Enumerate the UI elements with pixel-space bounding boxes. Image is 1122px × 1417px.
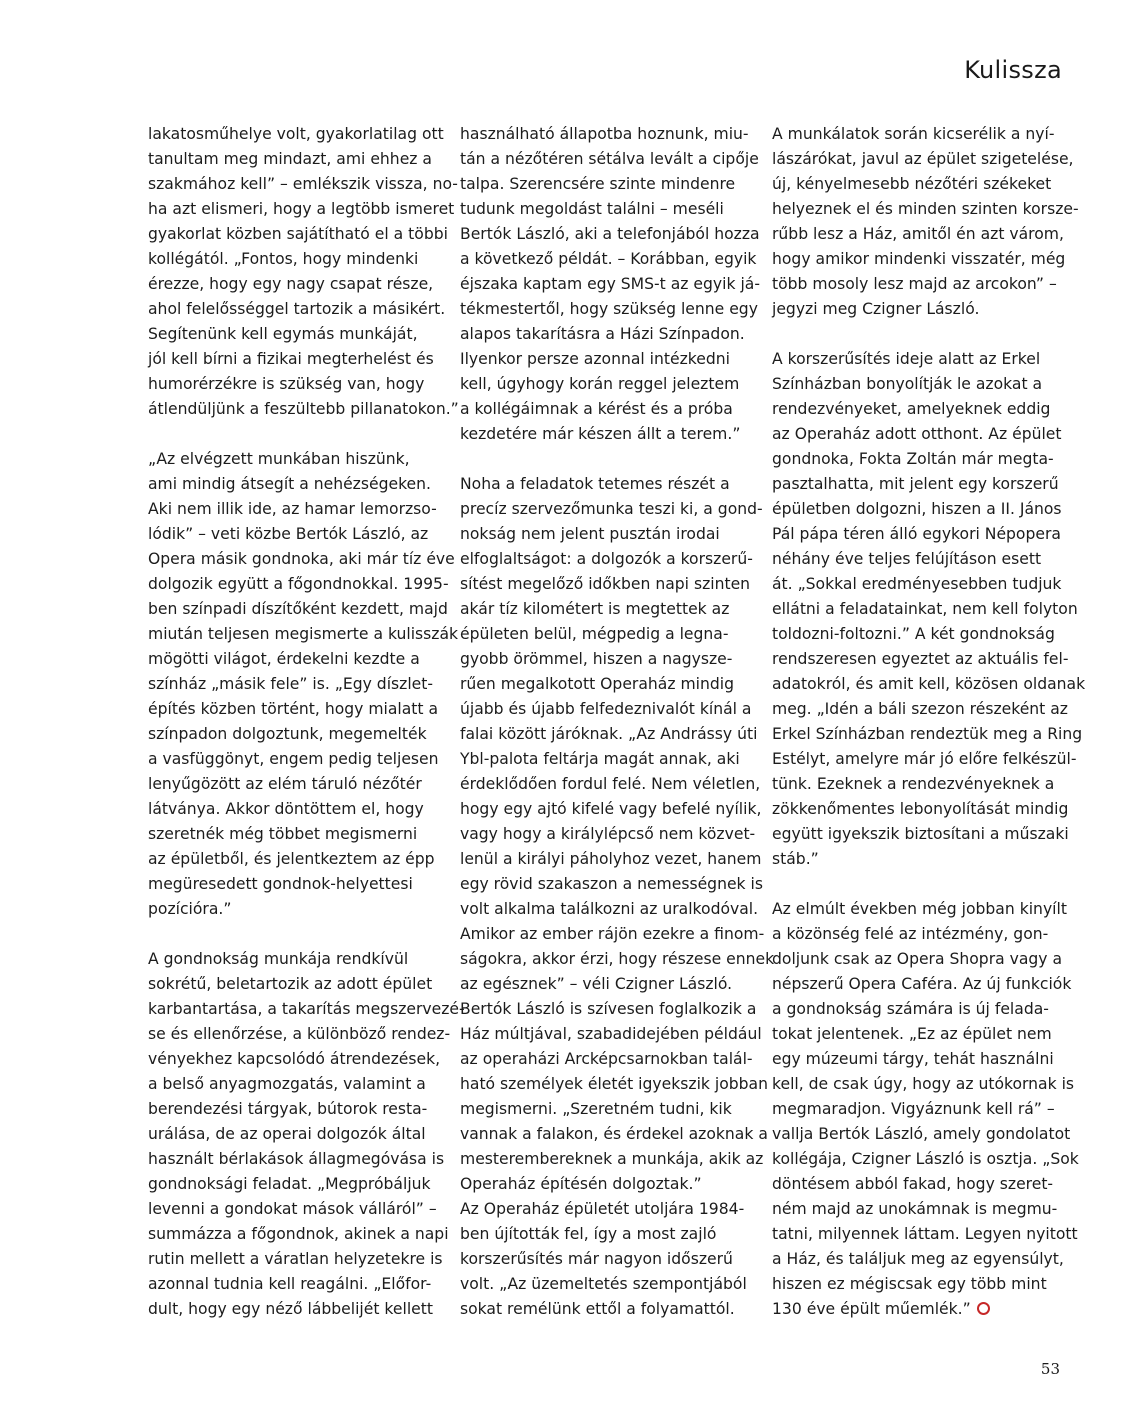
text-line [460, 1097, 752, 1122]
text-line [460, 1022, 762, 1047]
text-line-content: a kollégáimnak a kérést és a próba [460, 400, 733, 418]
text-line-content: zökkenőmentes lebonyolítását mindig [772, 800, 1069, 818]
text-line-content: tokat jelentenek. „Ez az épület nem [772, 1025, 1052, 1043]
text-line [772, 597, 1078, 622]
text-line [772, 847, 1064, 872]
text-line-content: érdeklődően fordul felé. Nem véletlen, [460, 775, 761, 793]
text-line-content: vagy hogy a királylépcső nem közvet- [460, 825, 756, 843]
text-line-content: se és ellenőrzése, a különböző rendez- [148, 1025, 451, 1043]
text-line-content: a következő példát. – Korábban, egyik [460, 250, 757, 268]
text-line-content: dult, hogy egy néző lábbelijét kellett [148, 1300, 433, 1318]
text-line [772, 447, 1064, 472]
text-line [772, 472, 1064, 497]
text-line-content: a közönség felé az intézmény, gon- [772, 925, 1049, 943]
text-line [460, 472, 752, 497]
text-line-content: tudunk megoldást találni – meséli [460, 200, 724, 218]
text-line [460, 1222, 752, 1247]
text-line [772, 647, 1069, 672]
text-line [460, 647, 752, 672]
text-line-content: korszerűsítés már nagyon időszerű [460, 1250, 733, 1268]
text-line [148, 1172, 440, 1197]
text-line-content: Segítenünk kell egymás munkáját, [148, 325, 418, 343]
text-line [772, 422, 1064, 447]
text-line-content: megismerni. „Szeretném tudni, kik [460, 1100, 732, 1118]
text-line-content: dolgozik együtt a főgondnokkal. 1995- [148, 575, 449, 593]
text-line-content: gondnoka, Fokta Zoltán már megta- [772, 450, 1054, 468]
text-line [460, 772, 761, 797]
text-line-content: talpa. Szerencsére szinte mindenre [460, 175, 736, 193]
text-line [772, 397, 1064, 422]
page-number: 53 [1040, 1360, 1060, 1378]
text-line-content: Ház múltjával, szabadidejében például [460, 1025, 762, 1043]
text-line-content: rendezvényeket, amelyeknek eddig [772, 400, 1051, 418]
text-line-content: A gondnokság munkája rendkívül [148, 950, 409, 968]
text-line-content: építés közben történt, hogy mialatt a [148, 700, 439, 718]
text-line [148, 347, 440, 372]
text-line [460, 922, 765, 947]
text-line-content: használt bérlakások állagmegóvása is [148, 1150, 445, 1168]
text-line-content: summázza a főgondnok, akinek a napi [148, 1225, 449, 1243]
paragraph-gap [772, 322, 1064, 347]
text-line [148, 322, 440, 347]
text-line-content: precíz szervezőmunka teszi ki, a gond- [460, 500, 763, 518]
text-line-content: elfoglaltságot: a dolgozók a korszerű- [460, 550, 753, 568]
text-line [460, 1172, 752, 1197]
paragraph-gap [148, 422, 440, 447]
text-line [148, 1222, 449, 1247]
text-line-content: az Operaház adott otthont. Az épület [772, 425, 1062, 443]
text-line-content: színház „másik fele” is. „Egy díszlet- [148, 675, 434, 693]
text-line [148, 672, 440, 697]
text-line [460, 247, 757, 272]
text-line [460, 297, 758, 322]
text-line-content: érezze, hogy egy nagy csapat része, [148, 275, 434, 293]
text-line [772, 1172, 1064, 1197]
text-line [772, 1097, 1064, 1122]
text-line [460, 172, 752, 197]
text-line [148, 172, 458, 197]
text-line-content: Ilyenkor persze azonnal intézkedni [460, 350, 730, 368]
text-line-content: Az Operaház épületét utoljára 1984- [460, 1200, 745, 1218]
text-line [460, 672, 752, 697]
text-line-content: ami mindig átsegít a nehézségeken. [148, 475, 431, 493]
article-column-3 [772, 122, 1086, 1322]
text-line [772, 622, 1064, 647]
text-line [772, 222, 1064, 247]
text-line [148, 1147, 445, 1172]
text-line-content: hiszen ez mégiscsak egy több mint [772, 1275, 1047, 1293]
text-line-content: karbantartása, a takarítás megszervezé- [148, 1000, 465, 1018]
text-line [148, 247, 440, 272]
text-line [148, 1097, 440, 1122]
text-line-content: újabb és újabb felfedeznivalót kínál a [460, 700, 752, 718]
text-line-content: miután teljesen megismerte a kulisszák [148, 625, 459, 643]
text-line-content: gondnoksági feladat. „Megpróbáljuk [148, 1175, 431, 1193]
text-line-content: tán a nézőtéren sétálva levált a cipője [460, 150, 759, 168]
text-line-content: nokság nem jelent pusztán irodai [460, 525, 720, 543]
text-line [148, 847, 440, 872]
text-line [148, 1197, 440, 1222]
text-line-content: sokat remélünk ettől a folyamattól. [460, 1300, 735, 1318]
text-line [772, 172, 1064, 197]
text-line-content: levenni a gondokat mások válláról” – [148, 1200, 437, 1218]
text-line-content: volt. „Az üzemeltetés szempontjából [460, 1275, 747, 1293]
text-line [148, 597, 448, 622]
text-line [460, 547, 752, 572]
text-line-content: egy múzeumi tárgy, tehát használni [772, 1050, 1054, 1068]
text-line-content: mögötti világot, érdekelni kezdte a [148, 650, 420, 668]
text-line-content: népszerű Opera Caféra. Az új funkciók [772, 975, 1072, 993]
text-line [772, 772, 1064, 797]
text-line [148, 647, 440, 672]
text-line [460, 272, 760, 297]
text-line-content: sítést megelőző időkben napi szinten [460, 575, 751, 593]
text-line-content: adatokról, és amit kell, közösen oldanak [772, 675, 1086, 693]
text-line [772, 272, 1064, 297]
text-line [460, 1047, 752, 1072]
text-line-content: gyobb örömmel, hiszen a nagysze- [460, 650, 733, 668]
end-of-article-icon [977, 1302, 990, 1315]
text-line-content: vannak a falakon, és érdekel azoknak a [460, 1125, 768, 1143]
text-line [460, 597, 752, 622]
text-line [772, 547, 1064, 572]
text-line [460, 1247, 752, 1272]
text-line-content: urálása, de az operai dolgozók által [148, 1125, 426, 1143]
text-line-content: A munkálatok során kicserélik a nyí- [772, 125, 1055, 143]
text-line-content: néhány éve teljes felújításon esett [772, 550, 1042, 568]
text-line-content: Noha a feladatok tetemes részét a [460, 475, 730, 493]
text-line [460, 722, 758, 747]
text-line [148, 572, 449, 597]
text-line [772, 247, 1064, 272]
text-line-content: ható személyek életét igyekszik jobban [460, 1075, 768, 1093]
text-line-content: rutin mellett a váratlan helyzetekre is [148, 1250, 443, 1268]
text-line [772, 1272, 1064, 1297]
text-line [460, 972, 752, 997]
text-line-content: Bertók László, aki a telefonjából hozza [460, 225, 760, 243]
text-line [148, 497, 440, 522]
text-line-content: lászárókat, javul az épület szigetelése, [772, 150, 1074, 168]
text-line-content: helyeznek el és minden szinten korsze- [772, 200, 1079, 218]
text-line-content: rendszeresen egyeztet az aktuális fel- [772, 650, 1069, 668]
text-line [148, 622, 459, 647]
text-line [772, 672, 1086, 697]
text-line [148, 947, 440, 972]
text-line-content: tékmestertől, hogy szükség lenne egy [460, 300, 758, 318]
text-line-content: vallja Bertók László, amely gondolatot [772, 1125, 1071, 1143]
text-line [772, 522, 1064, 547]
text-line-content: épületen belül, mégpedig a legna- [460, 625, 729, 643]
text-line [148, 722, 440, 747]
text-line [772, 897, 1067, 922]
text-line [148, 447, 440, 472]
text-line [148, 197, 455, 222]
text-line-content: az épületből, és jelentkeztem az épp [148, 850, 435, 868]
article-column-2 [460, 122, 775, 1322]
text-line-content: lódik” – veti közbe Bertók László, az [148, 525, 429, 543]
text-line [460, 797, 762, 822]
text-line-content: az egésznek” – véli Czigner László. [460, 975, 733, 993]
text-line-content: mesterembereknek a munkája, akik az [460, 1150, 764, 1168]
text-line-content: a vasfüggönyt, engem pedig teljesen [148, 750, 439, 768]
text-line [148, 1072, 440, 1097]
text-line [772, 1122, 1071, 1147]
text-line [460, 747, 752, 772]
text-line-content: használható állapotba hoznunk, miu- [460, 125, 749, 143]
text-line [772, 822, 1069, 847]
text-line [148, 1122, 440, 1147]
article-column-1 [148, 122, 465, 1322]
text-line [148, 897, 440, 922]
text-line-content: Az elmúlt években még jobban kinyílt [772, 900, 1067, 918]
text-line [148, 272, 440, 297]
text-line [772, 572, 1064, 597]
text-line [148, 547, 455, 572]
text-line-content: gyakorlat közben sajátítható el a többi [148, 225, 448, 243]
text-line [460, 147, 759, 172]
text-line [772, 997, 1064, 1022]
text-line [148, 472, 440, 497]
text-line-content: lakatosműhelye volt, gyakorlatilag ott [148, 125, 444, 143]
text-line [148, 1247, 443, 1272]
text-line [772, 1297, 1064, 1322]
text-line-content: doljunk csak az Opera Shopra vagy a [772, 950, 1063, 968]
text-line-content: ellátni a feladatainkat, nem kell folyton [772, 600, 1078, 618]
text-line-content: rűen megalkotott Operaház mindig [460, 675, 735, 693]
text-line-content: Színházban bonyolítják le azokat a [772, 375, 1043, 393]
text-line [460, 372, 752, 397]
text-line-content: ha azt elismeri, hogy a legtöbb ismeret [148, 200, 455, 218]
text-line [772, 122, 1064, 147]
text-line [772, 797, 1069, 822]
text-line [772, 347, 1064, 372]
paragraph-gap [148, 922, 440, 947]
text-line-content: vényekhez kapcsolódó átrendezések, [148, 1050, 441, 1068]
text-line-content: azonnal tudnia kell reagálni. „Előfor- [148, 1275, 432, 1293]
text-line [772, 1022, 1064, 1047]
text-line [460, 697, 752, 722]
text-line [772, 1222, 1078, 1247]
text-line-content: egy rövid szakaszon a nemességnek is [460, 875, 764, 893]
text-line-content: kollégája, Czigner László is osztja. „Sok [772, 1150, 1079, 1168]
text-line-content: jól kell bírni a fizikai megterhelést és [148, 350, 434, 368]
text-line [148, 1297, 440, 1322]
text-line-content: Pál pápa téren álló egykori Népopera [772, 525, 1061, 543]
text-line [460, 822, 756, 847]
text-line [772, 922, 1064, 947]
text-line-content: látványa. Akkor döntöttem el, hogy [148, 800, 424, 818]
text-line-content: szeretnék még többet megismerni [148, 825, 418, 843]
text-line [148, 522, 440, 547]
text-line-content: az operaházi Arcképcsarnokban talál- [460, 1050, 753, 1068]
text-line [772, 947, 1064, 972]
text-line [772, 297, 1064, 322]
text-line [460, 897, 759, 922]
text-line-content: a gondnokság számára is új felada- [772, 1000, 1049, 1018]
text-line [148, 772, 440, 797]
section-title: Kulissza [964, 56, 1062, 84]
text-line [460, 1072, 768, 1097]
text-line [148, 997, 465, 1022]
text-line-content: akár tíz kilométert is megtettek az [460, 600, 730, 618]
text-line-content: tünk. Ezeknek a rendezvényeknek a [772, 775, 1055, 793]
text-line-content: szakmához kell” – emlékszik vissza, no- [148, 175, 458, 193]
text-line-content: ném majd az unokámnak is megmu- [772, 1200, 1058, 1218]
text-line [460, 947, 775, 972]
text-line-content: a Ház, és találjuk meg az egyensúlyt, [772, 1250, 1064, 1268]
text-line [460, 872, 764, 897]
text-line [772, 1047, 1064, 1072]
text-line-content: Aki nem illik ide, az hamar lemorzso- [148, 500, 437, 518]
text-line [460, 847, 762, 872]
text-line [148, 397, 459, 422]
text-line-content: rűbb lesz a Ház, amitől én azt várom, [772, 225, 1064, 243]
text-line-content: együtt igyekszik biztosítani a műszaki [772, 825, 1069, 843]
text-line [148, 822, 440, 847]
text-line-content: sokrétű, beletartozik az adott épület [148, 975, 433, 993]
text-line [460, 1147, 764, 1172]
text-line-content: Estélyt, amelyre már jó előre felkészül- [772, 750, 1077, 768]
text-line [148, 747, 440, 772]
text-line-content: kollégától. „Fontos, hogy mindenki [148, 250, 419, 268]
text-line-content: falai között járóknak. „Az Andrássy úti [460, 725, 758, 743]
text-line [772, 497, 1064, 522]
text-line [460, 497, 763, 522]
text-line-content: megüresedett gondnok-helyettesi [148, 875, 413, 893]
text-line-content: megmaradjon. Vigyáznunk kell rá” – [772, 1100, 1055, 1118]
text-line [148, 122, 444, 147]
text-line [772, 1147, 1079, 1172]
text-line-content: kezdetére már készen állt a terem.” [460, 425, 741, 443]
text-line [148, 872, 440, 897]
text-line [460, 347, 752, 372]
text-line-content: volt alkalma találkozni az uralkodóval. [460, 900, 759, 918]
text-line-content: több mosoly lesz majd az arcokon” – [772, 275, 1057, 293]
text-line-content: Opera másik gondnoka, aki már tíz éve [148, 550, 455, 568]
text-line [460, 1272, 752, 1297]
text-line-content: kell, úgyhogy korán reggel jeleztem [460, 375, 740, 393]
text-line-content: toldozni-foltozni.” A két gondnokság [772, 625, 1055, 643]
text-line [460, 422, 752, 447]
text-line-content: A korszerűsítés ideje alatt az Erkel [772, 350, 1041, 368]
text-line-content: „Az elvégzett munkában hiszünk, [148, 450, 410, 468]
text-line [772, 1197, 1064, 1222]
text-line-content: pasztalhatta, mit jelent egy korszerű [772, 475, 1059, 493]
text-line [460, 397, 752, 422]
text-line [460, 1297, 752, 1322]
text-line [460, 122, 752, 147]
text-line [460, 197, 752, 222]
text-line-content: a belső anyagmozgatás, valamint a [148, 1075, 426, 1093]
text-line [772, 697, 1068, 722]
text-line [460, 997, 757, 1022]
text-line [148, 797, 440, 822]
text-line [460, 222, 760, 247]
text-line-content: épületben dolgozni, hiszen a II. János [772, 500, 1062, 518]
text-line [148, 1022, 451, 1047]
text-line-content: 130 éve épült műemlék.” [772, 1300, 971, 1318]
text-line-content: új, kényelmesebb nézőtéri székeket [772, 175, 1052, 193]
text-line [460, 622, 752, 647]
text-line [148, 1047, 440, 1072]
text-line [460, 522, 752, 547]
text-line-content: ahol felelősséggel tartozik a másikért. [148, 300, 446, 318]
text-line [148, 372, 440, 397]
text-line [460, 1122, 768, 1147]
text-line-content: berendezési tárgyak, bútorok resta- [148, 1100, 428, 1118]
text-line [148, 147, 440, 172]
text-line [772, 372, 1064, 397]
text-line [148, 297, 446, 322]
text-line [460, 322, 752, 347]
text-line-content: ben színpadi díszítőként kezdett, majd [148, 600, 448, 618]
text-line [772, 147, 1074, 172]
text-line-content: átlendüljünk a feszültebb pillanatokon.” [148, 400, 459, 418]
text-line-content: színpadon dolgoztunk, megemelték [148, 725, 427, 743]
text-line-content: tanultam meg mindazt, ami ehhez a [148, 150, 432, 168]
text-line-content: Operaház építésén dolgoztak.” [460, 1175, 702, 1193]
text-line [460, 1197, 752, 1222]
text-line [148, 972, 440, 997]
text-line-content: stáb.” [772, 850, 819, 868]
text-line-content: Ybl-palota feltárja magát annak, aki [460, 750, 740, 768]
text-line [772, 1247, 1064, 1272]
text-line-content: Amikor az ember rájön ezekre a finom- [460, 925, 765, 943]
text-line-content: lenül a királyi páholyhoz vezet, hanem [460, 850, 762, 868]
text-line [148, 697, 440, 722]
text-line-content: ben újították fel, így a most zajló [460, 1225, 717, 1243]
text-line-content: alapos takarításra a Házi Színpadon. [460, 325, 745, 343]
paragraph-gap [460, 447, 752, 472]
text-line-content: döntésem abból fakad, hogy szeret- [772, 1175, 1054, 1193]
text-line-content: pozícióra.” [148, 900, 232, 918]
text-line [772, 722, 1083, 747]
text-line [772, 197, 1079, 222]
text-line-content: meg. „Idén a báli szezon részeként az [772, 700, 1068, 718]
text-line-content: Erkel Színházban rendeztük meg a Ring [772, 725, 1083, 743]
text-line-content: ságokra, akkor érzi, hogy részese ennek [460, 950, 775, 968]
text-line-content: éjszaka kaptam egy SMS-t az egyik já- [460, 275, 760, 293]
text-line-content: Bertók László is szívesen foglalkozik a [460, 1000, 757, 1018]
text-line [772, 972, 1072, 997]
text-line-content: lenyűgözött az elém táruló nézőtér [148, 775, 422, 793]
paragraph-gap [772, 872, 1064, 897]
text-line [772, 747, 1077, 772]
text-line-content: humorérzékre is szükség van, hogy [148, 375, 425, 393]
text-line-content: tatni, milyennek láttam. Legyen nyitott [772, 1225, 1078, 1243]
text-line [772, 1072, 1075, 1097]
text-line [148, 222, 448, 247]
text-line [148, 1272, 440, 1297]
text-line-content: jegyzi meg Czigner László. [772, 300, 980, 318]
text-line-content: hogy egy ajtó kifelé vagy befelé nyílik, [460, 800, 762, 818]
text-line [460, 572, 752, 597]
text-line-content: át. „Sokkal eredményesebben tudjuk [772, 575, 1062, 593]
text-line-content: kell, de csak úgy, hogy az utókornak is [772, 1075, 1075, 1093]
text-line-content: hogy amikor mindenki visszatér, még [772, 250, 1066, 268]
